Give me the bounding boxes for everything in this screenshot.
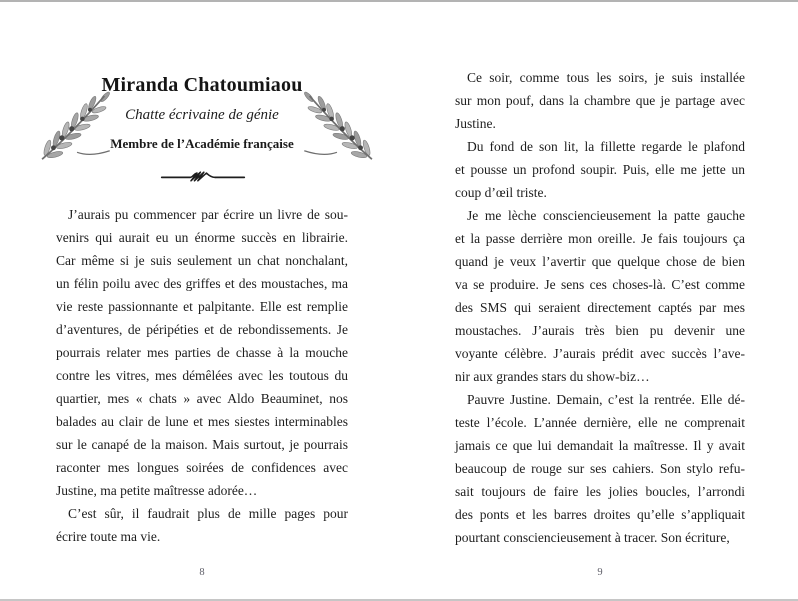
squiggle-divider-icon xyxy=(160,168,246,185)
text-line: raconter mes longues soirées de confidences avec xyxy=(56,460,348,475)
text-line: Ce soir, comme tous les soirs, je suis installée xyxy=(467,70,745,85)
text-line: teste l’école. L’année dernière, elle ne comprenait xyxy=(455,415,745,430)
text-line: un félin poilu avec des griffes et des moustaches, ma xyxy=(56,276,348,291)
left-page-text xyxy=(56,203,348,548)
top-edge-line xyxy=(0,0,798,2)
text-line: et la passe derrière mon oreille. Je fais toujours ça xyxy=(455,231,745,246)
text-line: beaucoup de rouge sur ses cahiers. Son stylo refu- xyxy=(455,461,745,476)
text-line: des SMS qui seraient directement captés par mes xyxy=(455,300,745,315)
text-line: Justine, ma petite maîtresse adorée… xyxy=(56,483,258,498)
text-line: quartier, mes « chats » avec Aldo Beauminet, nos xyxy=(56,391,348,406)
text-line: Car même si je suis seulement un chat nonchalant, xyxy=(56,253,348,268)
text-line: d’aventures, de péripéties et de rebondissements. Je xyxy=(56,322,348,337)
text-line: pourrais relater mes parties de chasse à la mouche xyxy=(56,345,348,360)
page-number-left: 8 xyxy=(199,567,205,578)
text-line: écrire toute ma vie. xyxy=(56,529,161,544)
text-line: contre les vitres, mes démêlées avec les toutous du xyxy=(56,368,348,383)
text-line: voyante célèbre. J’aurais prédit avec succès l’ave- xyxy=(455,346,745,361)
text-line: sur mon pouf, dans la chambre que je partage avec xyxy=(455,93,745,108)
text-line: vie reste passionnante et palpitante. Elle est remplie xyxy=(56,299,348,314)
text-line: Je me lèche consciencieusement la patte gauche xyxy=(467,208,745,223)
olive-branch-icon xyxy=(302,89,378,167)
text-line: sur le canapé de la maison. Mais surtout, je pourrais xyxy=(56,437,348,452)
text-line: balades au clair de lune et mes siestes interminables xyxy=(56,414,348,429)
olive-branch-icon xyxy=(36,89,112,167)
chapter-title: Miranda Chatoumiaou xyxy=(101,74,303,96)
text-line: Pauvre Justine. Demain, c’est la rentrée. Elle dé- xyxy=(467,392,745,407)
page-number-right: 9 xyxy=(597,567,603,578)
text-line: moustaches. J’aurais très bien pu devenir une xyxy=(455,323,745,338)
text-line: jamais ce que lui demandait la maîtresse. Il y avait xyxy=(455,438,745,453)
right-page-text xyxy=(455,66,745,549)
text-line: Du fond de son lit, la fillette regarde le plafond xyxy=(467,139,745,154)
text-line: des ponts et les barres droites qu’elle s’appliquait xyxy=(455,507,745,522)
text-line: pourtant consciencieusement à tracer. Son écriture, xyxy=(455,530,730,545)
text-line: sait toujours de faire les jolies boucles, l’arrondi xyxy=(455,484,745,499)
text-line: venirs qui aurait eu un énorme succès en librairie. xyxy=(56,230,348,245)
chapter-subtitle: Chatte écrivaine de génie xyxy=(125,107,279,123)
text-line: quand je veux l’avertir que quelque chose de bien xyxy=(455,254,745,269)
text-line: va se produire. Je sens ces choses-là. C’est comme xyxy=(455,277,745,292)
text-line: coup d’œil triste. xyxy=(455,185,547,200)
text-line: Justine. xyxy=(455,116,496,131)
text-line: nir aux grandes stars du show-biz… xyxy=(455,369,650,384)
chapter-affiliation: Membre de l’Académie française xyxy=(110,136,294,151)
text-line: C’est sûr, il faudrait plus de mille pages pour xyxy=(68,506,348,521)
text-line: et pousse un profond soupir. Puis, elle me jette un xyxy=(455,162,745,177)
text-line: J’aurais pu commencer par écrire un livre de sou- xyxy=(68,207,348,222)
